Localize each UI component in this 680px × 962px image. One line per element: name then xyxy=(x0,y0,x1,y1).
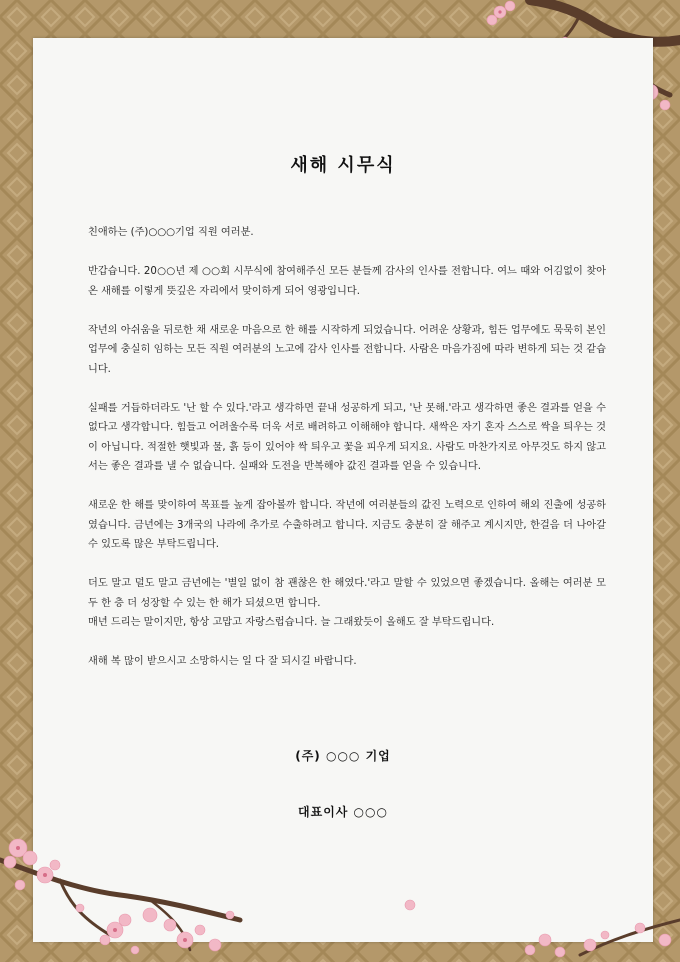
page-title: 새해 시무식 xyxy=(290,155,396,176)
company-name: (주) ○○○ 기업 xyxy=(295,749,391,763)
paragraph-mindset: 실패를 거듭하더라도 '난 할 수 있다.'라고 생각하면 끝내 성공하게 되고, '난 못해.'라고 생각하면 좋은 결과를 얻을 수 없다고 생각합니다. 힘들고 어려울수록 더욱 서로 배려하고 이해해야 합니다. 새싹은 자기 혼자 스스로 싹을 틔우는 것이 아닙니다. 적절한 햇빛과 물, 흙 등이 있어야 싹 틔우고 꽃을 피우게 되지요. 사람도 마찬가지로 아무것도 하지 않고서는 좋은 결과를 낼 수 없습니다. 실패와 도전을 반복해야 값진 결과를 얻을 수 있습니다. xyxy=(88,402,606,472)
letter-paper xyxy=(33,38,653,942)
letter-body xyxy=(88,223,606,691)
paragraph-closing: 새해 복 많이 받으시고 소망하시는 일 다 잘 되시길 바랍니다. xyxy=(88,656,357,667)
paragraph-welcome: 반갑습니다. 20○○년 제 ○○회 시무식에 참여해주신 모든 분들께 감사의 인사를 전합니다. 여느 때와 어김없이 찾아온 새해를 이렇게 뜻깊은 자리에서 맞이하게 되어 영광입니다. xyxy=(88,266,606,297)
paragraph-wishes: 더도 말고 덜도 말고 금년에는 '별일 없이 참 괜찮은 한 해였다.'라고 말할 수 있었으면 좋겠습니다. 올해는 여러분 모두 한 층 더 성장할 수 있는 한 해가 되셨으면 합니다. 매년 드리는 말이지만, 항상 고맙고 자랑스럽습니다. 늘 그래왔듯이 올해도 잘 부탁드립니다. xyxy=(88,578,606,628)
paragraph-greeting: 친애하는 (주)○○○기업 직원 여러분. xyxy=(88,227,254,238)
ceo-signature: 대표이사 ○○○ xyxy=(298,805,388,819)
paragraph-goals: 새로운 한 해를 맞이하여 목표를 높게 잡아볼까 합니다. 작년에 여러분들의 값진 노력으로 인하여 해외 진출에 성공하였습니다. 금년에는 3개국의 나라에 추가로 수출하려고 합니다. 지금도 충분히 잘 해주고 계시지만, 한걸음 더 나아갈 수 있도록 많은 부탁드립니다. xyxy=(88,500,606,550)
cherry-blossoms-bottom-right xyxy=(380,880,680,962)
paragraph-reflection: 작년의 아쉬움을 뒤로한 채 새로운 마음으로 한 해를 시작하게 되었습니다. 어려운 상황과, 힘든 업무에도 묵묵히 본인 업무에 충실히 임하는 모든 직원 여러분의 노고에 감사 인사를 전합니다. 사람은 마음가짐에 따라 변하게 되는 것 같습니다. xyxy=(88,324,606,375)
cherry-branch-bottom-left xyxy=(0,820,300,962)
